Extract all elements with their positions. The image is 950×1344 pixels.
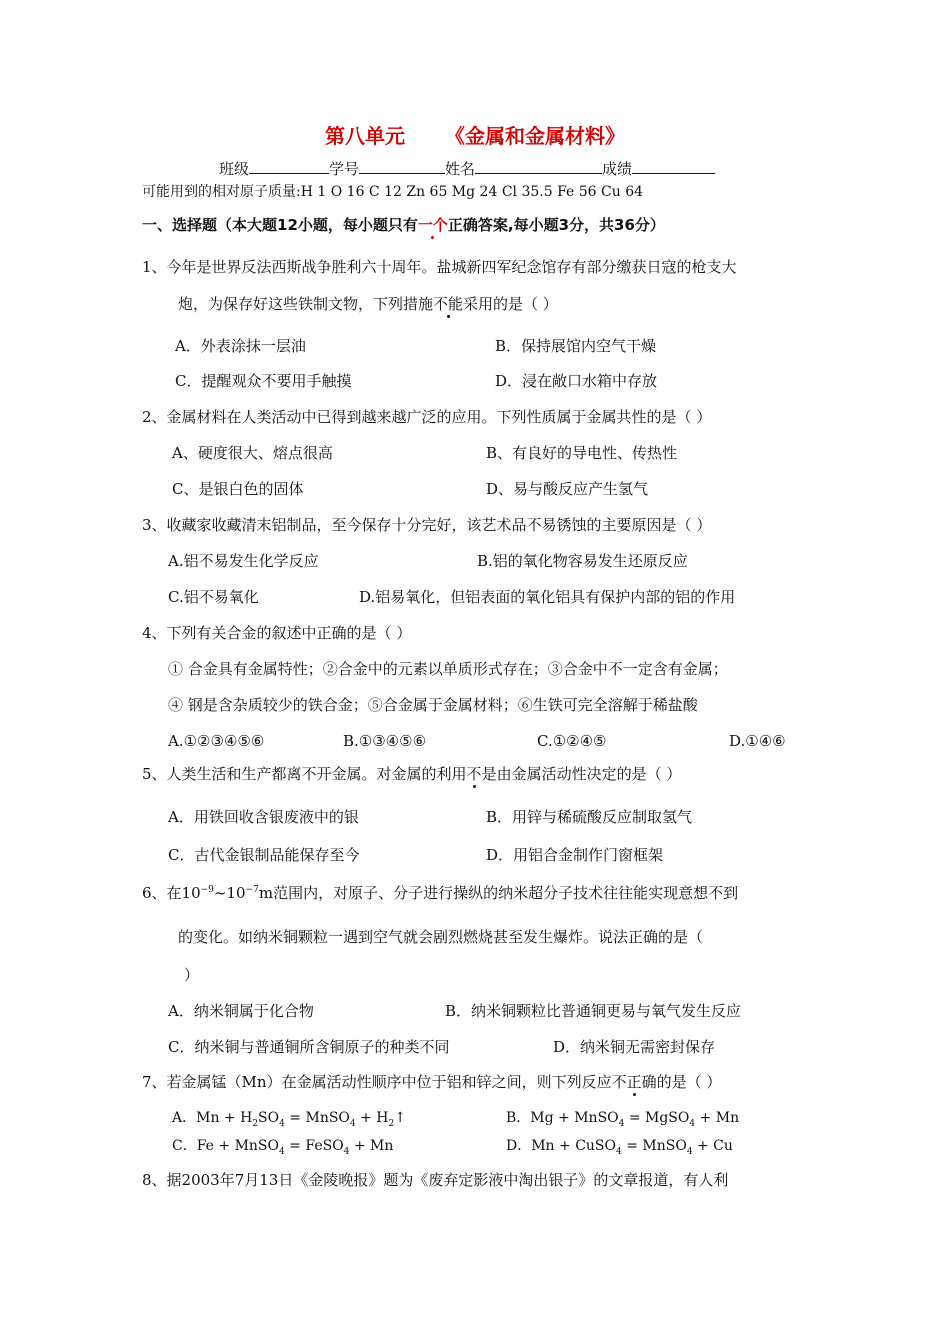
question-7-stem: 7、若金属锰（Mn）在金属活动性顺序中位于铝和锌之间，则下列反应不正确的是（ ） <box>142 1073 722 1091</box>
question-5-stem: 5、人类生活和生产都离不开金属。对金属的利用不是由金属活动性决定的是（ ） <box>142 765 682 783</box>
page-title <box>0 123 950 149</box>
id-label: 学号 <box>329 160 360 178</box>
question-2-stem: 2、金属材料在人类活动中已得到越来越广泛的应用。下列性质属于金属共性的是（ ） <box>142 408 712 426</box>
question-1-option-d[interactable]: D．浸在敞口水箱中存放 <box>495 372 658 390</box>
question-2-option-d[interactable]: D、易与酸反应产生氢气 <box>486 480 649 498</box>
question-4-statements-2: ④ 钢是含杂质较少的铁合金；⑤合金属于金属材料；⑥生铁可完全溶解于稀盐酸 <box>168 696 698 714</box>
question-4-option-d[interactable]: D.①④⑥ <box>729 732 786 750</box>
question-5-option-d[interactable]: D．用铝合金制作门窗框架 <box>486 846 664 864</box>
question-3-option-c[interactable]: C.铝不易氧化 <box>168 588 259 606</box>
question-4-stem: 4、下列有关合金的叙述中正确的是（ ） <box>142 624 412 642</box>
emphasis-mark: 不正确 <box>611 1073 657 1091</box>
id-blank[interactable] <box>359 157 445 174</box>
question-4-statements-1: ① 合金具有金属特性；②合金中的元素以单质形式存在；③合金中不一定含有金属； <box>168 660 728 678</box>
score-label: 成绩 <box>602 160 633 178</box>
emphasis-mark: 不 <box>466 765 482 783</box>
question-6-option-d[interactable]: D．纳米铜无需密封保存 <box>553 1038 716 1056</box>
class-blank[interactable] <box>249 157 329 174</box>
question-2-option-c[interactable]: C、是银白色的固体 <box>172 480 304 498</box>
atomic-mass-line: 可能用到的相对原子质量:H 1 O 16 C 12 Zn 65 Mg 24 Cl 35.5 Fe 56 Cu 64 <box>142 184 644 200</box>
question-1-stem: 1、今年是世界反法西斯战争胜利六十周年。盐城新四军纪念馆存有部分缴获日寇的枪支大 <box>142 258 737 276</box>
name-blank[interactable] <box>475 157 602 174</box>
question-2-option-a[interactable]: A、硬度很大、熔点很高 <box>172 444 333 462</box>
question-3-option-a[interactable]: A.铝不易发生化学反应 <box>168 552 319 570</box>
question-7-option-b[interactable]: B．Mg + MnSO$_4$ = MgSO$_4$ + Mn <box>506 1110 740 1129</box>
title-topic: 《金属和金属材料》 <box>445 124 625 148</box>
question-7-option-c[interactable]: C．Fe + MnSO$_4$ = FeSO$_4$ + Mn <box>172 1138 394 1157</box>
score-blank[interactable] <box>632 157 715 174</box>
question-1-stem-cont: 炮，为保存好这些铁制文物，下列措施不能采用的是（ ） <box>178 295 558 313</box>
emphasis-mark: 不能 <box>433 295 464 313</box>
section-heading: 一、选择题（本大题12小题，每小题只有一个正确答案,每小题3分，共36分） <box>142 216 665 234</box>
question-7-option-a[interactable]: A．$Mn + H_2SO_4$ = MnSO$_4$ + $H_2↑$ <box>172 1110 406 1129</box>
question-7-option-d[interactable]: D．Mn + CuSO$_4$ = MnSO$_4$ + Cu <box>506 1138 733 1157</box>
question-3-option-d[interactable]: D.铝易氧化，但铝表面的氧化铝具有保护内部的铝的作用 <box>359 588 736 606</box>
class-label: 班级 <box>219 160 250 178</box>
question-4-option-a[interactable]: A.①②③④⑤⑥ <box>168 732 265 750</box>
question-2-option-b[interactable]: B、有良好的导电性、传热性 <box>486 444 678 462</box>
emphasis-mark: 一个 <box>417 216 448 234</box>
question-8-stem: 8、据2003年7月13日《金陵晚报》题为《废弃定影液中淘出银子》的文章报道，有人利 <box>142 1171 729 1189</box>
question-5-option-b[interactable]: B．用锌与稀硫酸反应制取氢气 <box>486 808 693 826</box>
question-6-option-c[interactable]: C．纳米铜与普通铜所含铜原子的种类不同 <box>168 1038 450 1056</box>
question-3-option-b[interactable]: B.铝的氧化物容易发生还原反应 <box>477 552 688 570</box>
question-1-option-b[interactable]: B．保持展馆内空气干燥 <box>495 337 657 355</box>
question-4-option-b[interactable]: B.①③④⑤⑥ <box>343 732 427 750</box>
question-6-stem-cont: 的变化。如纳米铜颗粒一遇到空气就会剧烈燃烧甚至发生爆炸。说法正确的是（ <box>178 928 704 946</box>
question-6-option-b[interactable]: B．纳米铜颗粒比普通铜更易与氧气发生反应 <box>445 1002 742 1020</box>
arrow-up-icon: ↑ <box>394 1110 406 1126</box>
question-4-option-c[interactable]: C.①②④⑤ <box>537 732 607 750</box>
question-5-option-a[interactable]: A．用铁回收含银废液中的银 <box>168 808 359 826</box>
question-5-option-c[interactable]: C．古代金银制品能保存至今 <box>168 846 360 864</box>
name-label: 姓名 <box>445 160 476 178</box>
student-info-row <box>219 157 715 179</box>
question-1-option-a[interactable]: A．外表涂抹一层油 <box>175 337 306 355</box>
question-6-option-a[interactable]: A．纳米铜属于化合物 <box>168 1002 314 1020</box>
question-3-stem: 3、收藏家收藏清末铝制品，至今保存十分完好，该艺术品不易锈蚀的主要原因是（ ） <box>142 516 712 534</box>
question-6-stem: 6、在$10^{-9}\sim 10^{-7}m$范围内，对原子、分子进行操纵的纳米超分子技术往往能实现意想不到 <box>142 884 739 902</box>
question-1-option-c[interactable]: C．提醒观众不要用手触摸 <box>175 372 352 390</box>
title-unit: 第八单元 <box>325 124 405 148</box>
question-6-bracket: ） <box>184 966 200 984</box>
